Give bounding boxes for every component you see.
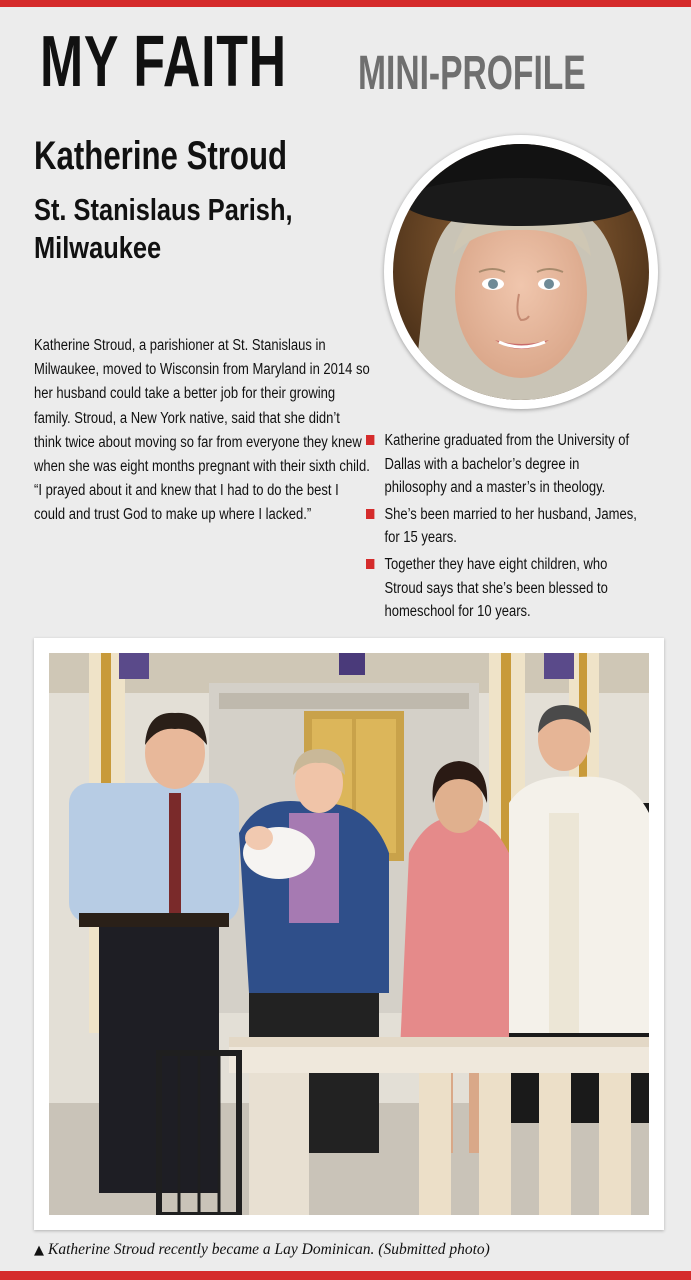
header [40,22,586,102]
section-title: MY FAITH [40,22,287,102]
portrait-frame [384,135,658,409]
square-bullet-icon [366,559,374,569]
fact-text: Together they have eight children, who Stroud says that she’s been blessed to homeschool for 10 years. [384,555,608,621]
triangle-up-icon: ▲ [34,1243,44,1258]
photo-caption [34,1240,490,1261]
caption-text: Katherine Stroud recently became a Lay Dominican. (Submitted photo) [48,1241,490,1258]
fact-item [366,429,643,500]
section-subtitle: MINI-PROFILE [358,47,586,100]
bottom-accent-bar [0,1271,691,1280]
fact-text: Katherine graduated from the University of Dallas with a bachelor’s degree in philosophy and a master’s in theology. [384,432,630,497]
fact-item [366,503,643,550]
square-bullet-icon [366,435,374,445]
group-photo-frame [34,638,664,1230]
profile-name: Katherine Stroud [34,134,288,178]
fact-text: She’s been married to her husband, James, for 15 years. [384,505,637,547]
portrait-photo [393,144,649,400]
facts-list [366,429,643,627]
top-accent-bar [0,0,691,7]
fact-item [366,553,643,624]
square-bullet-icon [366,509,374,519]
profile-body: Katherine Stroud, a parishioner at St. Stanislaus in Milwaukee, moved to Wisconsin from Maryland in 2014 so her husband could take a better job for their growing family. Stroud, a New York native, said that she didn’t think twice about moving so far from everyone they knew when she was eight months pregnant with their sixth child. “I prayed about it and knew that I had to do the best I could and trust God to make up where I lacked.” [34,337,370,524]
group-photo [49,653,649,1215]
profile-parish: St. Stanislaus Parish, Milwaukee [34,192,293,265]
